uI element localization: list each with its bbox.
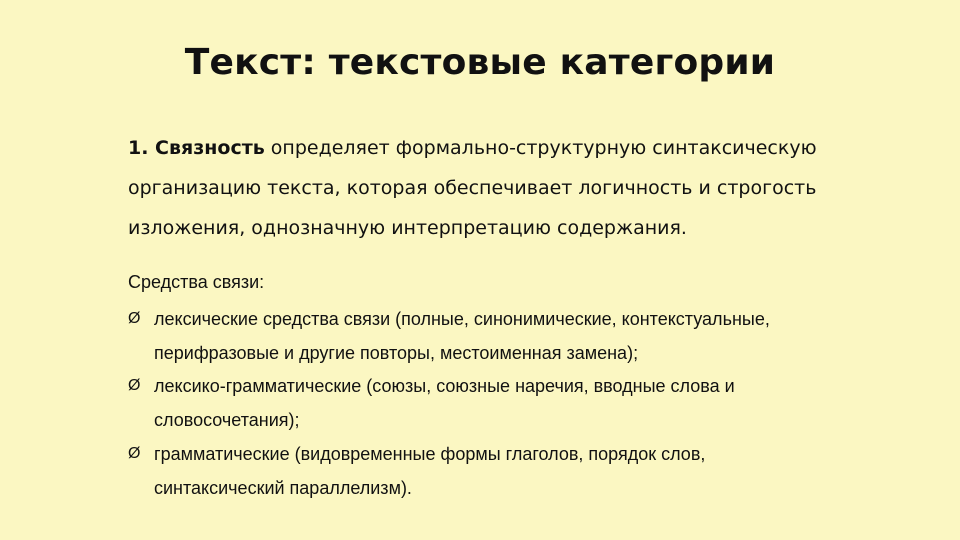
means-heading: Средства связи: [128,272,265,292]
list-item-text: грамматические (видовременные формы глаголов, порядок слов, синтаксический параллелизм). [154,444,706,498]
arrow-bullet-icon: Ø [128,445,141,462]
definition-term: 1. Связность [128,137,265,159]
list-item-text: лексико-грамматические (союзы, союзные наречия, вводные слова и словосочетания); [154,376,735,430]
arrow-bullet-icon: Ø [128,377,141,394]
slide-title: Текст: текстовые категории [184,42,776,83]
definition-paragraph [128,128,848,248]
list-item [128,302,828,370]
definition-body: определяет формально-структурную синтаксическую организацию текста, которая обеспечивает логичность и строгость изложения, однозначную интерпретацию содержания. [128,137,817,239]
list-item [128,369,828,437]
list-item-text: лексические средства связи (полные, синонимические, контекстуальные, перифразовые и другие повторы, местоименная замена); [154,309,770,363]
arrow-bullet-icon: Ø [128,310,141,327]
list-item [128,437,828,505]
